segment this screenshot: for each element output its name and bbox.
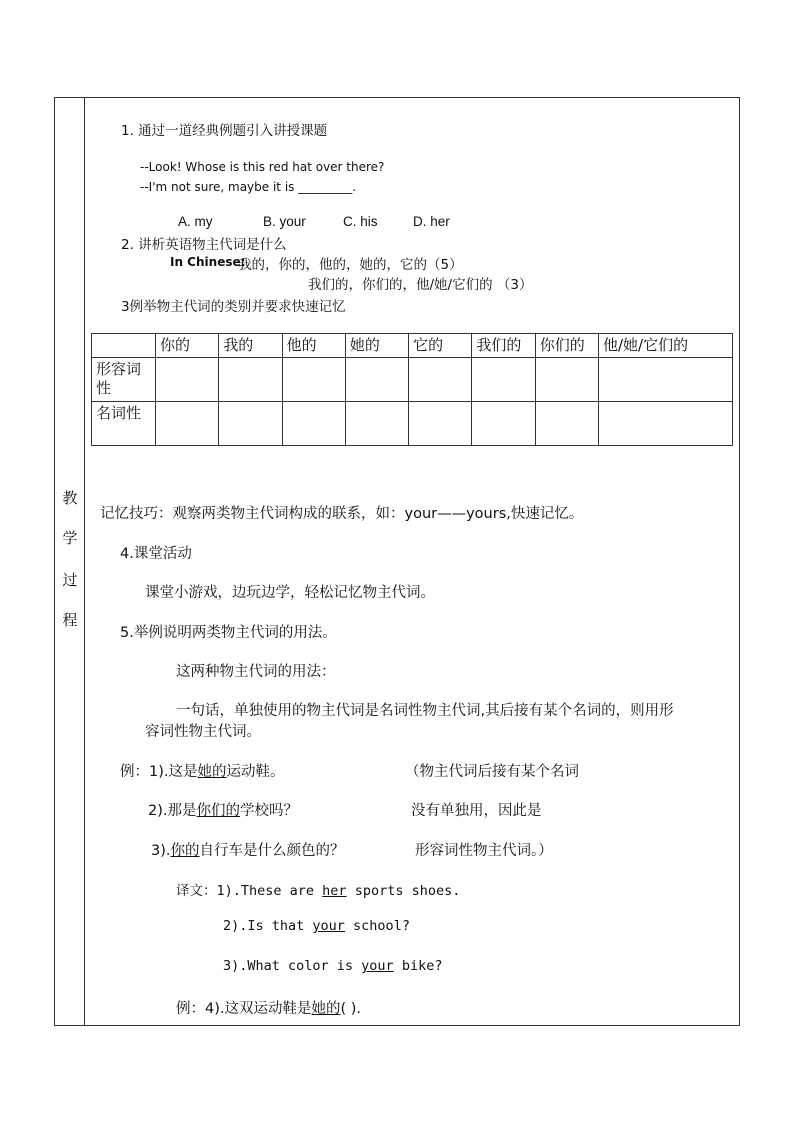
option-d: D. her (413, 214, 450, 229)
example-text: 例：4).这双运动鞋是 (176, 1001, 312, 1017)
table-cell (219, 358, 282, 402)
translation-text: school? (344, 918, 410, 934)
usage-rule-line2: 容词性物主代词。 (145, 724, 261, 740)
example-text: ( ). (340, 1001, 362, 1017)
section4-body: 课堂小游戏，边玩边学，轻松记忆物主代词。 (145, 585, 435, 601)
example-note-2: 没有单独用，因此是 (411, 803, 542, 819)
underlined-pronoun: 你的 (170, 843, 200, 859)
example-3 (151, 839, 345, 860)
table-header-cell: 我的 (219, 334, 282, 358)
table-cell (282, 358, 345, 402)
table-header-row (92, 334, 733, 358)
option-c: C. his (343, 214, 378, 229)
example-4 (176, 997, 361, 1018)
dialog-line-1: --Look! Whose is this red hat over there? (140, 160, 385, 174)
side-label-char: 程 (62, 611, 78, 629)
option-b: B. your (263, 214, 306, 229)
underlined-pronoun: her (322, 883, 347, 899)
dialog-line-2: --I'm not sure, maybe it is _________. (140, 180, 357, 194)
translation-text: bike? (393, 958, 443, 974)
section5-heading: 5.举例说明两类物主代词的用法。 (120, 625, 337, 641)
memory-tip: 记忆技巧：观察两类物主代词构成的联系，如：your——yours,快速记忆。 (100, 506, 584, 522)
example-2 (148, 799, 298, 820)
example-text: 自行车是什么颜色的？ (199, 843, 345, 859)
underlined-pronoun: your (361, 958, 394, 974)
option-a: A. my (178, 214, 213, 229)
table-cell (409, 402, 472, 446)
table-cell (535, 402, 598, 446)
section3-heading: 3例举物主代词的类别并要求快速记忆 (121, 299, 346, 315)
row-label: 名词性 (92, 402, 156, 446)
section4-heading: 4.课堂活动 (120, 546, 192, 562)
table-header-cell (92, 334, 156, 358)
translation-text: 2).Is that (223, 918, 313, 934)
translation-3 (223, 958, 442, 974)
table-cell (599, 358, 733, 402)
table-header-cell: 它的 (409, 334, 472, 358)
table-header-cell: 你的 (156, 334, 219, 358)
table-header-cell: 他的 (282, 334, 345, 358)
table-row (92, 358, 733, 402)
example-text: 学校吗？ (240, 803, 298, 819)
side-label-char: 教 (62, 489, 78, 507)
translation-text: sports shoes. (346, 883, 461, 899)
in-chinese-label: In Chinese: (170, 255, 246, 269)
translation-text: 译文：1).These are (176, 883, 323, 899)
example-note-3: 形容词性物主代词。） (415, 843, 553, 859)
example-text: 运动鞋。 (226, 764, 285, 780)
table-cell (282, 402, 345, 446)
underlined-pronoun: 你们的 (196, 803, 240, 819)
table-cell (156, 358, 219, 402)
table-header-cell: 你们的 (535, 334, 598, 358)
pronoun-line-1: 我的，你的，他的，她的，它的（5） (238, 257, 463, 273)
section2-heading: 2. 讲析英语物主代词是什么 (121, 237, 287, 253)
underlined-pronoun: 她的 (197, 764, 227, 780)
table-header-cell: 她的 (345, 334, 408, 358)
table-cell (599, 402, 733, 446)
table-cell (156, 402, 219, 446)
example-text: 3). (151, 843, 171, 859)
table-cell (472, 402, 535, 446)
usage-intro: 这两种物主代词的用法： (176, 664, 336, 680)
translation-1 (176, 879, 460, 899)
pronoun-line-2: 我们的，你们的，他/她/它们的 （3） (308, 277, 533, 293)
underlined-pronoun: your (312, 918, 345, 934)
table-cell (345, 402, 408, 446)
example-text: 2).那是 (148, 803, 197, 819)
table-row (92, 402, 733, 446)
table-cell (535, 358, 598, 402)
translation-text: 3).What color is (223, 958, 362, 974)
side-label-char: 过 (62, 571, 78, 589)
underlined-pronoun: 她的 (311, 1001, 341, 1017)
table-cell (345, 358, 408, 402)
table-cell (219, 402, 282, 446)
example-text: 例：1).这是 (120, 764, 198, 780)
example-1 (120, 760, 285, 781)
pronoun-table (91, 333, 733, 446)
row-label: 形容词性 (92, 358, 156, 402)
translation-2 (223, 918, 410, 934)
table-cell (409, 358, 472, 402)
section1-heading: 1. 通过一道经典例题引入讲授课题 (121, 123, 328, 139)
table-header-cell: 我们的 (472, 334, 535, 358)
table-header-cell: 他/她/它们的 (599, 334, 733, 358)
table-cell (472, 358, 535, 402)
usage-rule-line1: 一句话，单独使用的物主代词是名词性物主代词,其后接有某个名词的，则用形 (176, 703, 674, 719)
side-label-char: 学 (62, 529, 78, 547)
column-divider (84, 97, 85, 1026)
example-note-1: （物主代词后接有某个名词 (405, 764, 579, 780)
